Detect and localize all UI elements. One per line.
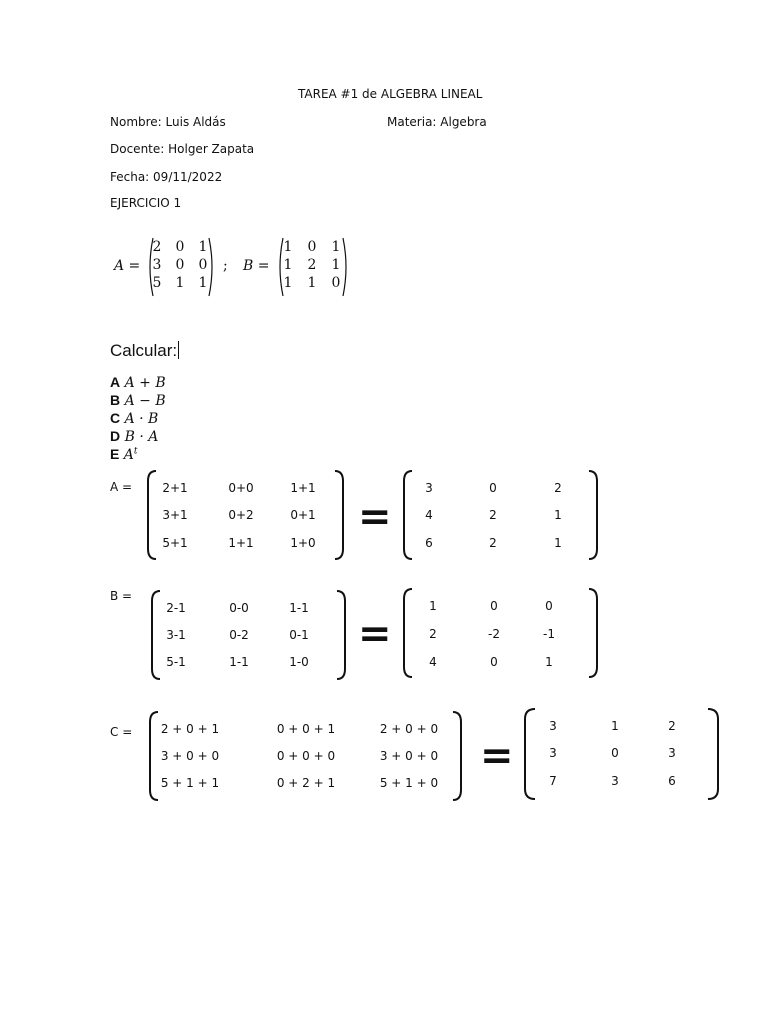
matrix-cell: 5	[152, 275, 162, 291]
matrix-cell: 1	[283, 275, 293, 291]
matrix-cell: -2	[488, 627, 500, 641]
task-list	[110, 374, 166, 464]
matrix-cell: 0	[490, 599, 498, 613]
def-B-right-paren	[342, 237, 350, 297]
matrix-cell: 0	[307, 239, 317, 255]
matrix-cell: 2 + 0 + 0	[379, 722, 439, 736]
solution-B-result-right-paren	[587, 587, 599, 679]
matrix-cell: 0-2	[229, 628, 249, 642]
def-A-matrix	[150, 240, 210, 296]
matrix-cell: 2 + 0 + 1	[160, 722, 220, 736]
matrix-cell: 3-1	[166, 628, 186, 642]
task-expr: A	[123, 447, 134, 463]
matrix-cell: 5+1	[162, 536, 188, 550]
matrix-cell: 7	[549, 774, 557, 788]
matrix-cell: 3	[425, 481, 433, 495]
matrix-cell: 1+1	[290, 481, 316, 495]
matrix-cell: 0	[490, 655, 498, 669]
matrix-cell: 0	[175, 239, 185, 255]
matrix-cell: 1	[429, 599, 437, 613]
task-letter: B	[110, 392, 121, 408]
matrix-cell: 1	[331, 257, 341, 273]
matrix-cell: 0	[611, 746, 619, 760]
calcular-heading	[110, 341, 179, 361]
matrix-cell: 2	[307, 257, 317, 273]
matrix-cell: 2-1	[166, 601, 186, 615]
matrix-cell: 1	[307, 275, 317, 291]
text-cursor	[178, 341, 179, 359]
matrix-cell: 0-0	[229, 601, 249, 615]
task-item	[110, 410, 166, 428]
teacher: Docente: Holger Zapata	[110, 142, 255, 156]
matrix-cell: 5 + 1 + 1	[160, 776, 220, 790]
calcular-text: Calcular:	[110, 341, 178, 360]
matrix-cell: 5-1	[166, 655, 186, 669]
solution-C-result-left-paren	[523, 707, 537, 801]
task-item	[110, 428, 166, 446]
matrix-cell: 3+1	[162, 508, 188, 522]
matrix-cell: 1	[283, 257, 293, 273]
matrix-cell: 1	[554, 536, 562, 550]
matrix-cell: 1	[545, 655, 553, 669]
task-item	[110, 374, 166, 392]
def-A-right-paren	[208, 237, 216, 297]
matrix-cell: 0	[545, 599, 553, 613]
page-title: TAREA #1 de ALGEBRA LINEAL	[298, 87, 483, 101]
matrix-cell: 1	[554, 508, 562, 522]
matrix-cell: 1	[331, 239, 341, 255]
solution-C-result-right-paren	[706, 707, 720, 801]
matrix-cell: 0-1	[289, 628, 309, 642]
matrix-cell: 0	[489, 481, 497, 495]
student-name: Nombre: Luis Aldás	[110, 115, 226, 129]
matrix-cell: 5 + 1 + 0	[379, 776, 439, 790]
exercise-heading: EJERCICIO 1	[110, 196, 182, 210]
task-expr: A + B	[124, 375, 166, 391]
matrix-cell: 0	[331, 275, 341, 291]
matrix-cell: 6	[425, 536, 433, 550]
task-superscript: t	[133, 446, 138, 457]
solution-C-equals: =	[480, 733, 514, 779]
task-item	[110, 392, 166, 410]
solution-A-right-paren	[333, 469, 345, 561]
matrix-cell: 2	[489, 508, 497, 522]
task-expr: A · B	[124, 411, 159, 427]
matrix-cell: 2	[152, 239, 162, 255]
matrix-cell: 2	[668, 719, 676, 733]
matrix-cell: 1	[283, 239, 293, 255]
matrix-cell: 1	[198, 239, 208, 255]
task-letter: A	[110, 374, 121, 390]
matrix-cell: 0+1	[290, 508, 316, 522]
matrix-cell: 0 + 2 + 1	[276, 776, 336, 790]
matrix-cell: 3	[549, 746, 557, 760]
matrix-cell: 1	[198, 275, 208, 291]
matrix-cell: 3 + 0 + 0	[160, 749, 220, 763]
solution-B-label: B =	[110, 589, 133, 603]
matrix-cell: 0+0	[228, 481, 254, 495]
def-A-label: A =	[114, 258, 141, 274]
matrix-cell: 2+1	[162, 481, 188, 495]
solution-A-label: A =	[110, 480, 133, 494]
date: Fecha: 09/11/2022	[110, 170, 223, 184]
task-letter: C	[110, 410, 121, 426]
matrix-cell: 3	[611, 774, 619, 788]
matrix-cell: 3 + 0 + 0	[379, 749, 439, 763]
def-separator: ;	[223, 258, 228, 274]
matrix-cell: -1	[543, 627, 555, 641]
matrix-cell: 4	[425, 508, 433, 522]
matrix-cell: 3	[668, 746, 676, 760]
matrix-cell: 1	[611, 719, 619, 733]
matrix-cell: 3	[152, 257, 162, 273]
matrix-cell: 0	[175, 257, 185, 273]
matrix-cell: 4	[429, 655, 437, 669]
task-expr: B · A	[124, 429, 159, 445]
matrix-cell: 6	[668, 774, 676, 788]
matrix-cell: 2	[554, 481, 562, 495]
solution-A-result-left-paren	[402, 469, 414, 561]
solution-C-label: C =	[110, 725, 133, 739]
matrix-cell: 0 + 0 + 1	[276, 722, 336, 736]
matrix-cell: 1	[175, 275, 185, 291]
solution-B-equals: =	[358, 611, 392, 657]
matrix-cell: 0	[198, 257, 208, 273]
matrix-cell: 1+0	[290, 536, 316, 550]
matrix-cell: 1-0	[289, 655, 309, 669]
matrix-cell: 2	[429, 627, 437, 641]
matrix-cell: 0+2	[228, 508, 254, 522]
solution-A-result-right-paren	[587, 469, 599, 561]
matrix-definition	[110, 236, 360, 298]
matrix-cell: 1-1	[289, 601, 309, 615]
def-B-label: B =	[243, 258, 270, 274]
solution-A-equals: =	[358, 494, 392, 540]
task-expr: A − B	[124, 393, 166, 409]
solution-B-result-left-paren	[402, 587, 414, 679]
solution-C-right-paren	[451, 710, 463, 802]
matrix-cell: 0 + 0 + 0	[276, 749, 336, 763]
task-letter: E	[110, 446, 120, 462]
matrix-cell: 2	[489, 536, 497, 550]
task-letter: D	[110, 428, 121, 444]
subject: Materia: Algebra	[387, 115, 487, 129]
matrix-cell: 1+1	[228, 536, 254, 550]
matrix-cell: 3	[549, 719, 557, 733]
def-B-matrix	[280, 240, 344, 296]
solution-B-right-paren	[335, 589, 347, 681]
matrix-cell: 1-1	[229, 655, 249, 669]
task-item	[110, 446, 166, 464]
